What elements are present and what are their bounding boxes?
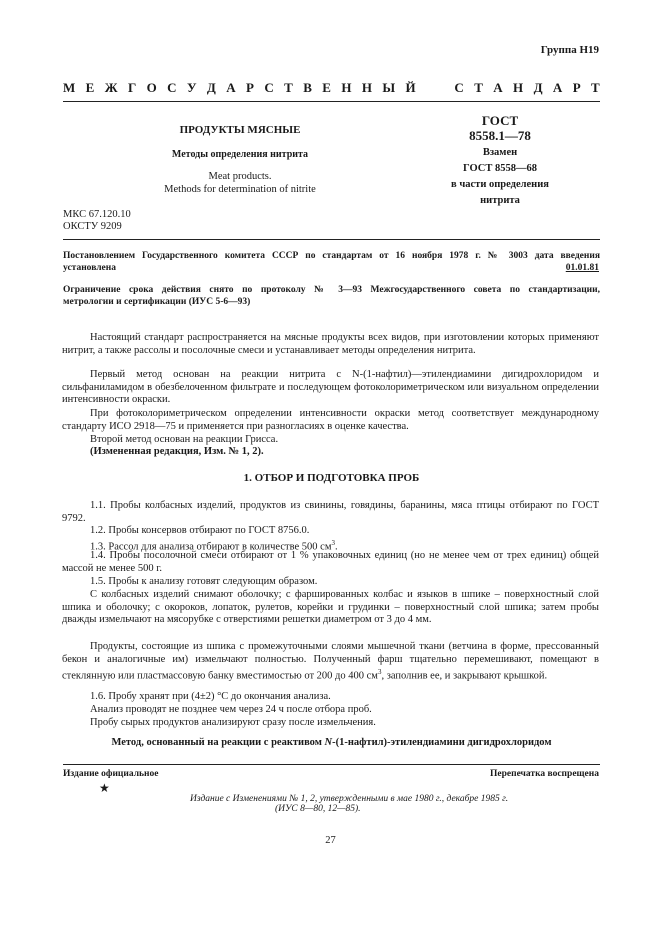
header-letter: О (146, 80, 157, 95)
replace-1: Взамен (482, 147, 518, 158)
decree-line-2: установлена (63, 263, 116, 273)
revision-note: (Измененная редакция, Изм. № 1, 2). (90, 446, 264, 457)
header-letter: Т (591, 80, 600, 95)
header-letter: Д (533, 80, 543, 95)
header-letter: Ы (382, 80, 396, 95)
clause-1-3-end: . (334, 541, 338, 553)
header-letter: Е (322, 80, 331, 95)
layers-paragraph (62, 641, 599, 683)
intro-paragraph-3: При фотоколориметрическом определении интенсивности окраски метод соответствует международному стандарту ИСО 2918—75 и применяется при разногласиях в оценке качества. (62, 408, 599, 432)
intro-paragraph-1: Настоящий стандарт распространяется на мясные продукты всех видов, при изготовлении которых применяют нитрит, а также рассолы и посолочные смеси и устанавливает методы определения нитрита. (62, 332, 599, 356)
header-letter: Д (206, 80, 216, 95)
mks-code: МКС 67.120.10 (63, 209, 131, 220)
header-letter: Н (513, 80, 524, 95)
limit-line-2: метрологии и сертификации (ИУС 5-6—93) (63, 297, 251, 307)
section-1-heading: 1. ОТБОР И ПОДГОТОВКА ПРОБ (243, 472, 420, 484)
header-letter: Н (361, 80, 372, 95)
header-letter: Н (341, 80, 352, 95)
method-heading-start: Метод, основанный на реакции с реактивом (111, 737, 325, 748)
page-number: 27 (325, 835, 336, 846)
replace-2: ГОСТ 8558—68 (463, 163, 537, 174)
changes-line-2: (ИУС 8—80, 12—85). (275, 804, 361, 814)
intro-paragraph-2: Первый метод основан на реакции нитрита с N-(1-нафтил)—этилендиамини дигидрохлоридом и сильфаниламидом в обезбелоченном фильтрате и последующем фотоколориметрическом или визуальном определении интенсивности окраски. (62, 369, 599, 406)
header-letter: М (63, 80, 76, 95)
gost-number: 8558.1—78 (469, 128, 531, 143)
header-letter: У (186, 80, 197, 95)
header-letter: А (226, 80, 236, 95)
group-label: Группа Н19 (540, 44, 599, 56)
gost-label: ГОСТ (481, 113, 519, 128)
header-letter: С (264, 80, 274, 95)
page-title: ПРОДУКТЫ МЯСНЫЕ (179, 124, 301, 136)
decree-line-1: Постановлением Государственного комитета СССР по стандартам от 16 ноября 1978 г. № 3003 дата введения (63, 251, 600, 261)
layers-end: , заполнив ее, и закрывают крышкой. (381, 670, 548, 682)
clause-1-1: 1.1. Пробы колбасных изделий, продуктов из свинины, говядины, баранины, мяса птицы отбирают по ГОСТ 9792. (62, 500, 599, 524)
layers-sup: 3 (377, 668, 382, 677)
clause-1-3-text: 1.3. Рассол для анализа отбирают в количестве 500 см (90, 541, 332, 553)
page-subtitle: Методы определения нитрита (171, 149, 309, 160)
reprint-notice: Перепечатка воспрещена (489, 769, 599, 779)
header-letter: Р (246, 80, 254, 95)
analysis-paragraph: Анализ проводят не позднее чем через 24 ч после отбора проб. (90, 704, 372, 715)
clause-1-4: 1.4. Пробы посолочной смеси отбирают от 1 % упаковочных единиц (но не менее чем от трех единиц) общей массой не менее 500 г. (62, 550, 599, 574)
title-en-1: Meat products. (208, 171, 272, 182)
header-letter: А (493, 80, 503, 95)
sausage-paragraph: С колбасных изделий снимают оболочку; с фаршированных колбас и языков в шпике – поверхностный слой шпика и оболочку; с окороков, лопаток, рулетов, корейки и грудинки – поверхностный слой шпика; затем пробы дважды измельчают на мясорубке с отверстиями решетки диаметром от 3 до 4 мм. (62, 589, 599, 626)
header-letter: Т (284, 80, 293, 95)
header-letter: А (552, 80, 563, 95)
header-letter: Ж (104, 80, 118, 95)
header-letter: Е (85, 80, 95, 95)
header-rule (63, 101, 600, 102)
clause-1-3-sup: 3 (331, 539, 335, 547)
clause-1-2: 1.2. Пробы консервов отбирают по ГОСТ 8756.0. (90, 525, 310, 536)
gost-block (425, 113, 575, 209)
header-title (63, 80, 600, 96)
header-letter: Р (572, 80, 581, 95)
raw-products-paragraph: Пробу сырых продуктов анализируют сразу после измельчения. (90, 717, 376, 728)
official-edition: Издание официальное (63, 769, 159, 779)
header-word-gap (426, 80, 444, 96)
method-heading-n: N (324, 737, 333, 748)
footer-rule (63, 764, 600, 765)
decree-date: 01.01.81 (565, 263, 599, 273)
replace-4: нитрита (480, 195, 520, 206)
title-en-2: Methods for determination of nitrite (164, 184, 316, 195)
header-letter: Г (127, 80, 137, 95)
header-letter: С (454, 80, 464, 95)
clause-1-5: 1.5. Пробы к анализу готовят следующим образом. (90, 576, 318, 587)
okstu-code: ОКСТУ 9209 (63, 221, 122, 232)
header-letter: Й (405, 80, 416, 95)
star-icon: ★ (99, 781, 110, 795)
header-letter: С (167, 80, 177, 95)
codes-rule (63, 239, 600, 240)
header-letter: В (303, 80, 312, 95)
title-block (130, 124, 350, 196)
intro-paragraph-4: Второй метод основан на реакции Грисса. (90, 434, 279, 445)
clause-1-6: 1.6. Пробу хранят при (4±2) °С до окончания анализа. (90, 691, 331, 702)
layers-text: Продукты, состоящие из шпика с промежуточными слоями мышечной ткани (ветчина в форме, прессованный бекон и аналогичные им) измельчают полностью. Полученный фарш тщательно перемешивают, помещают в стеклянную или пластмассовую банку вместимостью от 200 до 400 см (62, 641, 599, 682)
limit-line-1: Ограничение срока действия снято по протоколу № 3—93 Межгосударственного совета по стандартизации, (63, 285, 600, 295)
changes-line-1: Издание с Изменениями № 1, 2, утвержденными в мае 1980 г., декабре 1985 г. (190, 794, 509, 804)
header-letter: Т (474, 80, 483, 95)
method-heading-end: -(1-нафтил)-этилендиамини дигидрохлоридом (332, 737, 552, 748)
method-heading (63, 737, 600, 748)
replace-3: в части определения (451, 179, 549, 190)
